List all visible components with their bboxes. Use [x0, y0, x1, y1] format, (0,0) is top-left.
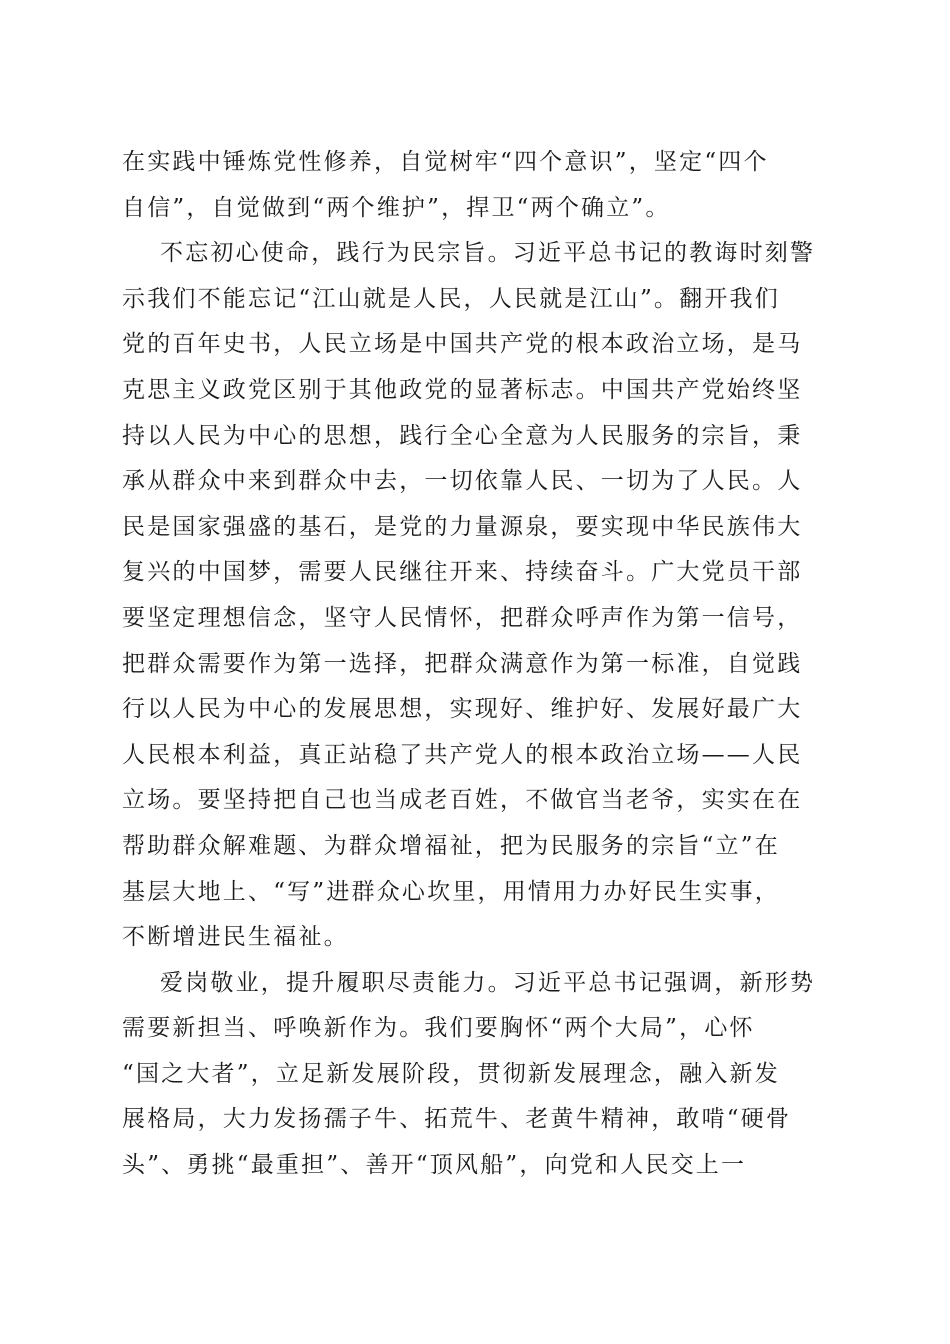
- text-line: 在实践中锤炼党性修养，自觉树牢“四个意识”，坚定“四个: [122, 149, 769, 175]
- text-line: 不断增进民生福祉。: [122, 924, 349, 951]
- text-line: 民是国家强盛的基石，是党的力量源泉，要实现中华民族伟大: [122, 513, 803, 540]
- text-line: 要坚定理想信念，坚守人民情怀，把群众呼声作为第一信号，: [122, 604, 803, 631]
- text-line: 不忘初心使命，践行为民宗旨。习近平总书记的教诲时刻警: [160, 240, 816, 267]
- paragraph: [122, 140, 828, 231]
- text-line: 示我们不能忘记“江山就是人民，人民就是江山”。翻开我们: [122, 285, 780, 312]
- document-body: [122, 140, 828, 1189]
- text-line: 党的百年史书，人民立场是中国共产党的根本政治立场，是马: [122, 331, 803, 358]
- text-line: “国之大者”，立足新发展阶段，贯彻新发展理念，融入新发: [122, 1060, 780, 1087]
- text-line: 立场。要坚持把自己也当成老百姓，不做官当老爷，实实在在: [122, 787, 803, 814]
- text-line: 行以人民为中心的发展思想，实现好、维护好、发展好最广大: [122, 696, 803, 723]
- text-line: 爱岗敬业，提升履职尽责能力。习近平总书记强调，新形势: [160, 969, 816, 996]
- paragraph: [122, 961, 828, 1189]
- text-line: 需要新担当、呼唤新作为。我们要胸怀“两个大局”，心怀: [122, 1015, 755, 1042]
- text-line: 复兴的中国梦，需要人民继往开来、持续奋斗。广大党员干部: [122, 559, 803, 586]
- text-line: 人民根本利益，真正站稳了共产党人的根本政治立场——人民: [122, 741, 803, 768]
- text-line: 帮助群众解难题、为群众增福祉，把为民服务的宗旨“立”在: [122, 832, 780, 859]
- text-line: 承从群众中来到群众中去，一切依靠人民、一切为了人民。人: [122, 468, 803, 495]
- text-line: 持以人民为中心的思想，践行全心全意为人民服务的宗旨，秉: [122, 422, 803, 449]
- text-line: 把群众需要作为第一选择，把群众满意作为第一标准，自觉践: [122, 650, 803, 677]
- text-line: 自信”，自觉做到“两个维护”，捍卫“两个确立”。: [122, 194, 671, 221]
- text-line: 克思主义政党区别于其他政党的显著标志。中国共产党始终坚: [122, 376, 803, 403]
- paragraph: [122, 231, 828, 961]
- text-line: 头”、勇挑“最重担”、善开“顶风船”，向党和人民交上一: [122, 1152, 747, 1179]
- text-line: 展格局，大力发扬孺子牛、拓荒牛、老黄牛精神，敢啃“硬骨: [122, 1106, 792, 1133]
- text-line: 基层大地上、“写”进群众心坎里，用情用力办好民生实事，: [122, 878, 780, 905]
